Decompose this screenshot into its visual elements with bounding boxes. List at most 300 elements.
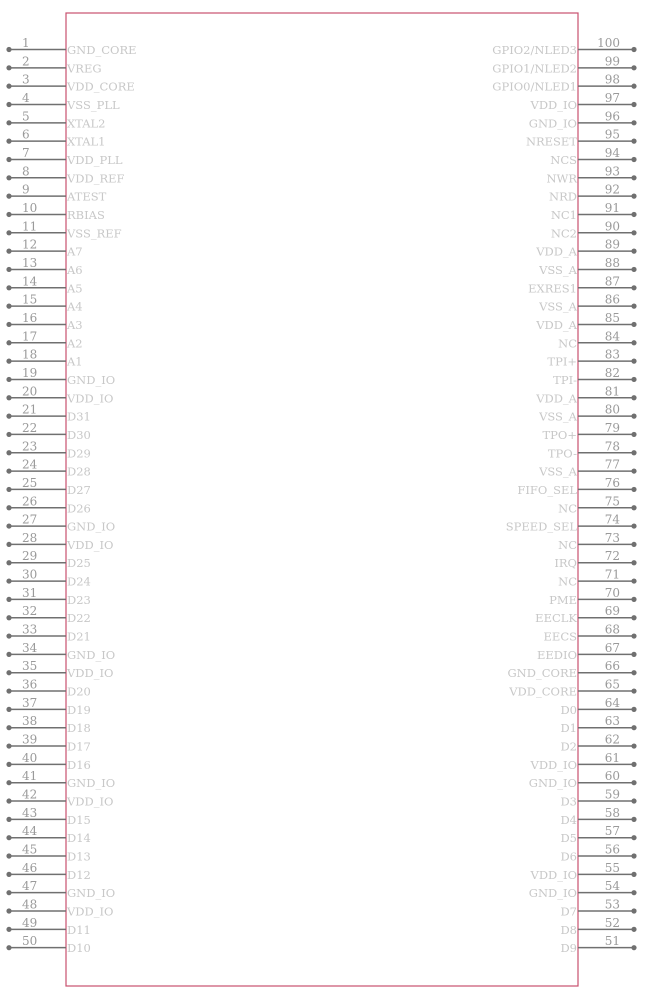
pin-name: D16: [67, 757, 91, 772]
pin-number: 7: [22, 145, 30, 160]
pin-69: [535, 604, 636, 625]
pin-endpoint-dot: [6, 120, 11, 125]
pin-name: VDD_IO: [530, 97, 577, 112]
pin-endpoint-dot: [631, 853, 636, 858]
pin-name: D13: [67, 849, 91, 864]
pin-endpoint-dot: [631, 157, 636, 162]
pin-name: D3: [560, 794, 577, 809]
pin-endpoint-dot: [6, 762, 11, 767]
pin-endpoint-dot: [6, 267, 11, 272]
pin-name: VDD_PLL: [67, 152, 123, 167]
pin-endpoint-dot: [6, 652, 11, 657]
pin-name: D26: [67, 501, 91, 516]
pin-endpoint-dot: [6, 468, 11, 473]
pin-number: 86: [604, 292, 620, 307]
pin-name: VSS_A: [539, 409, 577, 424]
pin-endpoint-dot: [6, 945, 11, 950]
pin-endpoint-dot: [631, 468, 636, 473]
pin-endpoint-dot: [631, 65, 636, 70]
pin-49: [6, 916, 90, 937]
pin-number: 59: [604, 787, 620, 802]
pin-number: 66: [604, 659, 620, 674]
pin-name: NC: [558, 336, 577, 351]
pin-80: [538, 403, 637, 424]
pin-endpoint-dot: [631, 212, 636, 217]
pin-60: [529, 769, 637, 790]
pin-52: [560, 916, 636, 937]
pin-name: VDD_A: [536, 244, 577, 259]
pin-number: 77: [604, 457, 620, 472]
pin-name: A5: [67, 281, 83, 296]
pin-endpoint-dot: [631, 377, 636, 382]
pin-number: 11: [22, 219, 38, 234]
pin-84: [558, 329, 636, 350]
pin-endpoint-dot: [6, 523, 11, 528]
pin-endpoint-dot: [6, 927, 11, 932]
pin-endpoint-dot: [6, 230, 11, 235]
pin-name: D5: [560, 831, 577, 846]
pin-name: GND_IO: [528, 886, 577, 901]
pin-number: 28: [22, 530, 38, 545]
pin-number: 45: [22, 842, 38, 857]
pin-24: [6, 458, 90, 479]
pin-88: [538, 256, 637, 277]
pin-29: [6, 549, 90, 570]
pin-endpoint-dot: [6, 615, 11, 620]
pin-name: D14: [67, 831, 91, 846]
pin-number: 51: [604, 934, 620, 949]
pin-number: 98: [604, 72, 620, 87]
pin-name: NC: [558, 501, 577, 516]
pin-number: 10: [22, 200, 38, 215]
pin-name: NWR: [546, 171, 577, 186]
pin-name: D12: [67, 867, 91, 882]
pin-number: 15: [22, 292, 38, 307]
pin-name: ATEST: [67, 189, 107, 204]
pin-endpoint-dot: [6, 377, 11, 382]
pin-name: D2: [560, 739, 577, 754]
pin-endpoint-dot: [6, 670, 11, 675]
pin-number: 71: [604, 567, 620, 582]
pin-name: VSS_A: [539, 262, 577, 277]
pin-number: 63: [604, 714, 620, 729]
pin-number: 85: [604, 310, 620, 325]
pin-73: [558, 531, 636, 552]
pin-number: 58: [604, 805, 620, 820]
pin-name: D21: [67, 629, 91, 644]
pin-number: 82: [604, 365, 620, 380]
pin-endpoint-dot: [631, 359, 636, 364]
pin-name: D22: [67, 611, 91, 626]
pin-name: D27: [67, 482, 91, 497]
pin-name: D10: [67, 941, 91, 956]
pin-name: NRD: [549, 189, 577, 204]
pin-33: [6, 623, 90, 644]
pin-number: 16: [22, 310, 38, 325]
pin-endpoint-dot: [6, 249, 11, 254]
pin-number: 22: [22, 420, 38, 435]
pin-endpoint-dot: [6, 285, 11, 290]
pin-91: [551, 201, 637, 222]
pin-17: [6, 329, 82, 350]
pin-number: 31: [22, 585, 38, 600]
pin-endpoint-dot: [6, 487, 11, 492]
pin-32: [6, 604, 90, 625]
pin-name: GND_IO: [67, 372, 116, 387]
pin-endpoint-dot: [6, 194, 11, 199]
pin-name: D31: [67, 409, 91, 424]
pin-number: 21: [22, 402, 38, 417]
component-body: [66, 13, 578, 986]
pin-name: GND_CORE: [67, 43, 137, 57]
pin-name: D17: [67, 739, 91, 754]
pin-51: [560, 934, 636, 955]
pin-number: 76: [604, 475, 620, 490]
pin-67: [537, 641, 637, 662]
pin-name: VDD_IO: [530, 757, 577, 772]
pin-name: D19: [67, 702, 91, 717]
pin-85: [535, 311, 636, 332]
pin-number: 14: [22, 274, 38, 289]
pin-78: [548, 439, 637, 460]
pin-endpoint-dot: [6, 450, 11, 455]
pin-61: [530, 751, 637, 772]
pin-number: 49: [22, 915, 38, 930]
pin-number: 43: [22, 805, 38, 820]
pin-name: A4: [67, 299, 83, 314]
pin-endpoint-dot: [631, 414, 636, 419]
pin-endpoint-dot: [6, 322, 11, 327]
pin-name: GND_IO: [528, 776, 577, 791]
pin-number: 55: [604, 860, 620, 875]
pin-number: 36: [22, 677, 38, 692]
pin-number: 42: [22, 787, 38, 802]
pin-endpoint-dot: [6, 157, 11, 162]
pin-endpoint-dot: [631, 175, 636, 180]
pin-endpoint-dot: [631, 872, 636, 877]
pin-endpoint-dot: [631, 450, 636, 455]
pin-number: 2: [22, 54, 30, 69]
pin-number: 69: [604, 604, 620, 619]
pin-endpoint-dot: [631, 102, 636, 107]
pin-endpoint-dot: [6, 725, 11, 730]
pin-endpoint-dot: [631, 230, 636, 235]
pin-name: VREG: [67, 61, 102, 76]
pin-38: [6, 714, 90, 735]
pin-number: 6: [22, 127, 30, 142]
pin-endpoint-dot: [631, 542, 636, 547]
pin-endpoint-dot: [631, 560, 636, 565]
pin-82: [553, 366, 636, 387]
pin-number: 23: [22, 439, 38, 454]
pin-endpoint-dot: [6, 175, 11, 180]
pin-name: TPI-: [553, 372, 577, 387]
pin-number: 30: [22, 567, 38, 582]
pin-endpoint-dot: [631, 798, 636, 803]
pin-name: D30: [67, 427, 91, 442]
pin-87: [528, 274, 636, 295]
pin-57: [560, 824, 636, 845]
pin-name: NC: [558, 574, 577, 589]
pin-number: 32: [22, 604, 38, 619]
pin-number: 78: [604, 439, 620, 454]
pin-number: 70: [604, 585, 620, 600]
pin-number: 50: [22, 934, 38, 949]
pin-endpoint-dot: [631, 487, 636, 492]
pin-93: [546, 164, 636, 185]
pin-endpoint-dot: [6, 872, 11, 877]
pin-name: D24: [67, 574, 91, 589]
pin-name: A3: [67, 317, 83, 332]
pin-number: 94: [604, 145, 620, 160]
pin-number: 75: [604, 494, 620, 509]
pin-endpoint-dot: [631, 505, 636, 510]
pin-number: 12: [22, 237, 38, 252]
pin-number: 47: [22, 879, 38, 894]
pin-endpoint-dot: [631, 432, 636, 437]
pin-70: [549, 586, 637, 607]
pin-number: 97: [604, 90, 620, 105]
pin-number: 5: [22, 109, 30, 124]
pin-number: 41: [22, 769, 38, 784]
pin-name: VDD_IO: [67, 904, 114, 919]
pin-name: EECS: [543, 629, 577, 644]
pin-endpoint-dot: [631, 304, 636, 309]
pin-44: [6, 824, 90, 845]
pin-name: TPO+: [542, 427, 577, 442]
pin-endpoint-dot: [631, 523, 636, 528]
pin-endpoint-dot: [6, 707, 11, 712]
pin-53: [560, 898, 636, 919]
pin-59: [560, 788, 636, 809]
pin-name: NC: [558, 537, 577, 552]
pin-55: [530, 861, 637, 882]
pin-number: 19: [22, 365, 38, 380]
pin-endpoint-dot: [6, 414, 11, 419]
pin-endpoint-dot: [631, 194, 636, 199]
pin-83: [547, 348, 636, 369]
pin-50: [6, 934, 90, 955]
pin-endpoint-dot: [631, 927, 636, 932]
left-pin-group: [6, 36, 136, 955]
pin-number: 92: [604, 182, 620, 197]
pin-number: 18: [22, 347, 38, 362]
pin-endpoint-dot: [6, 798, 11, 803]
pin-name: VDD_CORE: [67, 79, 135, 94]
pin-58: [560, 806, 636, 827]
pin-number: 81: [604, 384, 620, 399]
pin-37: [6, 696, 90, 717]
pin-name: NCS: [550, 152, 577, 167]
pin-number: 29: [22, 549, 38, 564]
pin-endpoint-dot: [6, 835, 11, 840]
pin-name: D15: [67, 812, 91, 827]
pin-name: TPO-: [547, 446, 577, 461]
pin-endpoint-dot: [6, 340, 11, 345]
pin-number: 68: [604, 622, 620, 637]
right-pin-group: [492, 36, 636, 955]
pin-endpoint-dot: [631, 908, 636, 913]
pin-name: D23: [67, 592, 91, 607]
pin-number: 80: [604, 402, 620, 417]
pin-endpoint-dot: [6, 743, 11, 748]
pin-64: [560, 696, 636, 717]
pin-number: 13: [22, 255, 38, 270]
pin-number: 40: [22, 750, 38, 765]
pin-number: 33: [22, 622, 38, 637]
pin-name: GPIO1/NLED2: [492, 61, 577, 76]
pin-26: [6, 494, 90, 515]
pin-22: [6, 421, 90, 442]
pin-number: 96: [604, 109, 620, 124]
pin-name: D1: [560, 721, 577, 736]
pin-94: [550, 146, 636, 167]
pin-name: D6: [560, 849, 577, 864]
pin-name: GPIO2/NLED3: [492, 43, 577, 57]
pin-endpoint-dot: [631, 139, 636, 144]
pin-number: 67: [604, 640, 620, 655]
pin-number: 73: [604, 530, 620, 545]
pin-endpoint-dot: [631, 267, 636, 272]
pin-endpoint-dot: [631, 633, 636, 638]
pin-endpoint-dot: [6, 817, 11, 822]
pin-endpoint-dot: [6, 908, 11, 913]
pin-number: 35: [22, 659, 38, 674]
pin-number: 56: [604, 842, 620, 857]
pin-endpoint-dot: [631, 249, 636, 254]
pin-endpoint-dot: [631, 945, 636, 950]
pin-number: 53: [604, 897, 620, 912]
pin-name: EXRES1: [528, 281, 577, 296]
pin-21: [6, 403, 90, 424]
pin-number: 25: [22, 475, 38, 490]
pin-name: D8: [560, 922, 577, 937]
pin-name: D9: [560, 941, 577, 956]
pin-number: 87: [604, 274, 620, 289]
pin-endpoint-dot: [6, 542, 11, 547]
pin-number: 93: [604, 164, 620, 179]
pin-name: D18: [67, 721, 91, 736]
pin-endpoint-dot: [6, 780, 11, 785]
pin-number: 88: [604, 255, 620, 270]
pin-number: 38: [22, 714, 38, 729]
pin-endpoint-dot: [6, 560, 11, 565]
pin-name: RBIAS: [67, 207, 105, 222]
pin-endpoint-dot: [631, 597, 636, 602]
pin-endpoint-dot: [6, 432, 11, 437]
pin-name: IRQ: [554, 556, 577, 571]
pin-13: [6, 256, 82, 277]
pin-96: [529, 109, 637, 130]
pin-endpoint-dot: [6, 102, 11, 107]
pin-endpoint-dot: [631, 707, 636, 712]
pin-name: PME: [549, 592, 577, 607]
pin-23: [6, 439, 90, 460]
pin-46: [6, 861, 90, 882]
pin-endpoint-dot: [631, 762, 636, 767]
pin-number: 90: [604, 219, 620, 234]
pin-endpoint-dot: [6, 47, 11, 52]
pin-62: [560, 733, 636, 754]
pin-endpoint-dot: [6, 395, 11, 400]
pin-72: [554, 549, 636, 570]
pin-number: 27: [22, 512, 38, 527]
pin-name: SPEED_SEL: [505, 519, 577, 534]
pin-name: D4: [560, 812, 577, 827]
pin-endpoint-dot: [631, 890, 636, 895]
pin-number: 24: [22, 457, 38, 472]
pin-endpoint-dot: [631, 578, 636, 583]
pin-number: 95: [604, 127, 620, 142]
pin-number: 52: [604, 915, 620, 930]
pin-75: [558, 494, 636, 515]
pin-endpoint-dot: [6, 853, 11, 858]
pin-30: [6, 568, 90, 589]
pin-31: [6, 586, 90, 607]
pin-number: 9: [22, 182, 30, 197]
pin-36: [6, 678, 90, 699]
pin-number: 46: [22, 860, 38, 875]
pin-endpoint-dot: [631, 340, 636, 345]
pin-number: 20: [22, 384, 38, 399]
pin-endpoint-dot: [6, 65, 11, 70]
pin-name: GND_IO: [67, 519, 116, 534]
pin-63: [560, 714, 636, 735]
pin-name: GND_IO: [67, 647, 116, 662]
pin-number: 64: [604, 695, 620, 710]
pin-endpoint-dot: [631, 47, 636, 52]
pin-number: 4: [22, 90, 30, 105]
pin-endpoint-dot: [6, 578, 11, 583]
pin-endpoint-dot: [631, 817, 636, 822]
pin-number: 1: [22, 36, 30, 50]
pin-16: [6, 311, 82, 332]
pin-endpoint-dot: [631, 688, 636, 693]
pin-number: 26: [22, 494, 38, 509]
pin-endpoint-dot: [631, 285, 636, 290]
pin-name: D7: [560, 904, 577, 919]
pin-2: [6, 54, 101, 75]
pin-endpoint-dot: [6, 633, 11, 638]
pin-name: VSS_A: [539, 299, 577, 314]
pin-name: FIFO_SEL: [517, 482, 577, 497]
pin-endpoint-dot: [631, 780, 636, 785]
pin-97: [530, 91, 637, 112]
pin-number: 57: [604, 824, 620, 839]
pin-name: NRESET: [525, 134, 577, 149]
pin-name: GND_IO: [528, 116, 577, 131]
pin-name: D28: [67, 464, 91, 479]
pin-name: VDD_CORE: [509, 684, 577, 699]
pin-name: VSS_REF: [67, 226, 122, 241]
pin-name: VSS_PLL: [67, 97, 120, 112]
pin-89: [535, 238, 636, 259]
pin-name: EEDIO: [537, 647, 577, 662]
pin-number: 89: [604, 237, 620, 252]
pin-number: 17: [22, 329, 38, 344]
pin-name: D25: [67, 556, 91, 571]
pin-name: D20: [67, 684, 91, 699]
pin-number: 39: [22, 732, 38, 747]
pin-endpoint-dot: [631, 120, 636, 125]
pin-name: D29: [67, 446, 91, 461]
pin-number: 54: [604, 879, 620, 894]
pin-endpoint-dot: [6, 304, 11, 309]
pin-name: VDD_A: [536, 391, 577, 406]
pin-43: [6, 806, 90, 827]
pin-name: VDD_IO: [67, 666, 114, 681]
pin-40: [6, 751, 90, 772]
